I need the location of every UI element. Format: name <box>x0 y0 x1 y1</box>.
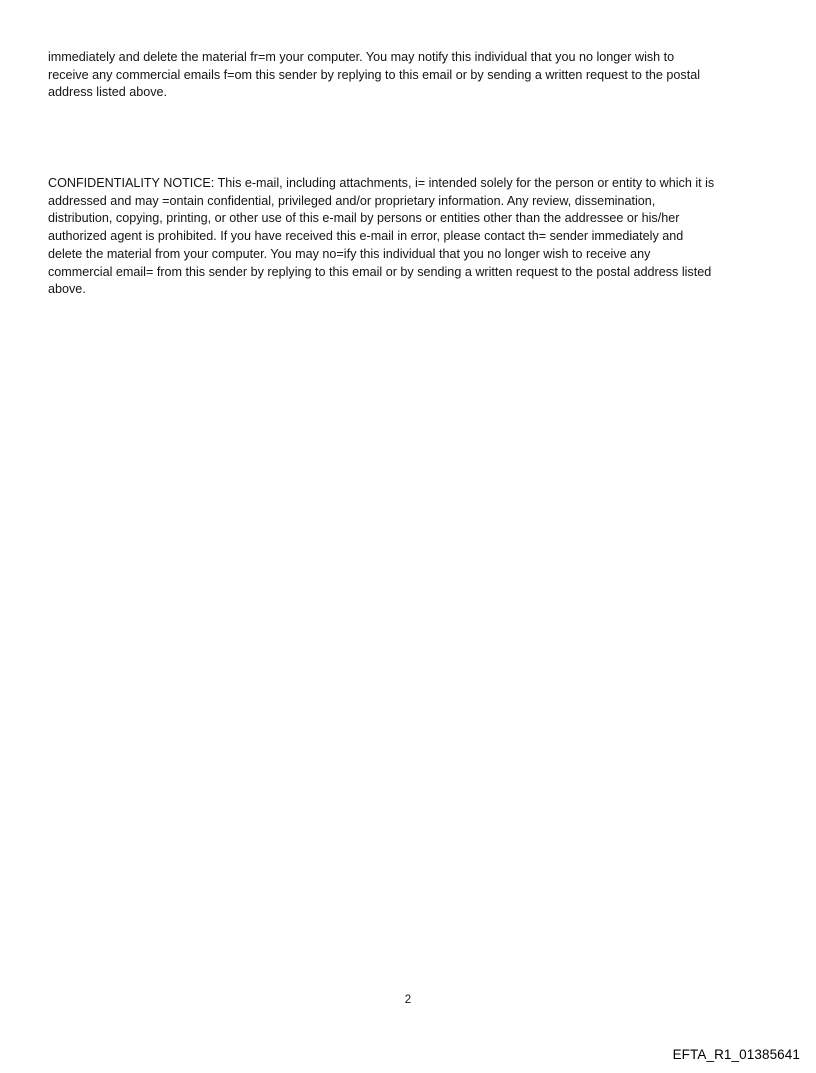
text-line: immediately and delete the material fr=m your computer. You may notify this individual that you no longer wish to <box>48 50 675 64</box>
document-id-stamp: EFTA_R1_01385641 <box>672 1047 800 1062</box>
text-line: receive any commercial emails f=om this sender by replying to this email or by sending a written request to the postal <box>48 67 701 82</box>
text-line: CONFIDENTIALITY NOTICE: This e-mail, including attachments, i= intended solely for the person or entity to which it is <box>48 176 715 190</box>
text-line: delete the material from your computer. You may no=ify this individual that you no longer wish to receive any <box>48 246 651 261</box>
text-line: commercial email= from this sender by replying to this email or by sending a written request to the postal address listed <box>48 264 712 279</box>
text-line: above. <box>48 282 86 297</box>
text-line: distribution, copying, printing, or other use of this e-mail by persons or entities other than the addressee or his/her <box>48 211 680 226</box>
text-line: authorized agent is prohibited. If you have received this e-mail in error, please contact th= sender immediately and <box>48 229 684 244</box>
text-line: address listed above. <box>48 85 168 100</box>
text-line: addressed and may =ontain confidential, privileged and/or proprietary information. Any review, dissemination, <box>48 193 656 208</box>
disclaimer-paragraph-continued <box>48 49 778 102</box>
page-number: 2 <box>404 994 412 1006</box>
confidentiality-notice-paragraph <box>48 175 778 299</box>
